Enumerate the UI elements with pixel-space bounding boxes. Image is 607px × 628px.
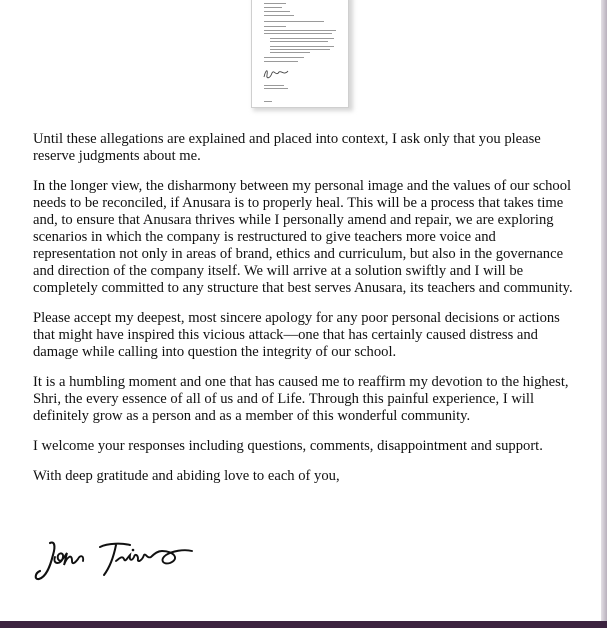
document-thumbnail[interactable] [251, 0, 349, 108]
paragraph-3: Please accept my deepest, most sincere apology for any poor personal decisions or actions that might have inspired this vicious attack—one that has certainly caused distress and damage while calling into question the integrity of our school. [33, 310, 560, 360]
paragraph-1: Until these allegations are explained and placed into context, I ask only that you please reserve judgments about me. [33, 131, 541, 164]
paragraph-2: In the longer view, the disharmony between my personal image and the values of our school needs to be reconciled, if Anusara is to properly heal. This will be a process that takes time and, to ensure that Anusara thrives while I personally amend and repair, we are exploring scenarios in which the company is restructured to give teachers more voice and representation not only in areas of brand, ethics and curriculum, but also in the governance and direction of the company itself. We will arrive at a solution swiftly and I will be completely committed to any structure that best serves Anusara, its teachers and community. [33, 178, 573, 296]
page-right-border [601, 0, 607, 628]
closing-line: With deep gratitude and abiding love to each of you, [33, 468, 340, 484]
paragraph-4: It is a humbling moment and one that has caused me to reaffirm my devotion to the highest, Shri, the every essence of all of us and of Life. Through this painful experience, I will definitely grow as a person and as a member of this wonderful community. [33, 374, 569, 424]
letter-body [33, 131, 573, 498]
thumbnail-signature-icon [262, 67, 292, 81]
handwritten-signature [34, 537, 194, 589]
page-bottom-border [0, 621, 607, 628]
paragraph-5: I welcome your responses including questions, comments, disappointment and support. [33, 438, 543, 454]
